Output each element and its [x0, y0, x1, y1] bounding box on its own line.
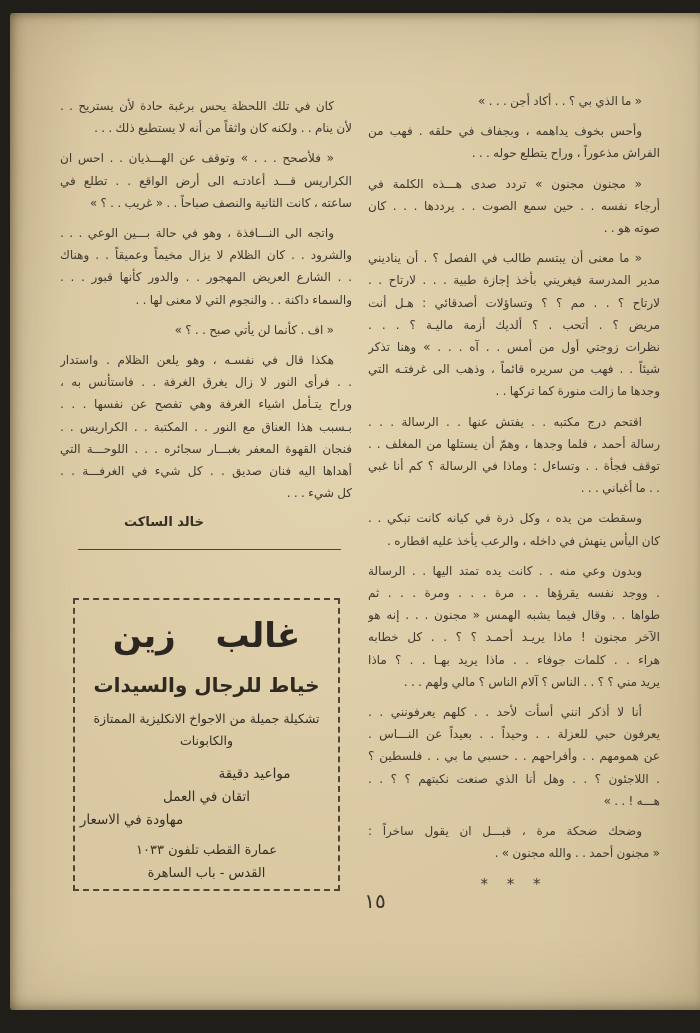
- text-line: يعرفون حبي للعزلة . . وحيداً . . بعيداً عن النـــاس .: [368, 727, 660, 742]
- text-line: هـــه ! . . »: [603, 793, 660, 808]
- text-line: « فلأصحح . . . » وتوقف عن الهـــذيان . . احس ان: [60, 151, 334, 166]
- text-line: يريد مني ؟ ؟ . . الناس ؟ آلام الناس ؟ مالي ولهم . . .: [403, 674, 660, 689]
- text-line: وجدها ما زالت منورة كما تركها . .: [495, 384, 660, 399]
- text-line: . . ما أغباني . . .: [580, 481, 660, 496]
- text-line: اقتحم درج مكتبه . . يفتش عنها . . الرسالة . . .: [368, 414, 642, 429]
- text-line: مدير المدرسة فيغريني بأخذ إجازة طبية . . . لارتاح . .: [368, 273, 660, 288]
- text-line: وضحك ضحكة مرة ، قبـــل ان يقول ساخراً :: [368, 824, 642, 839]
- section-divider-rule: [78, 549, 341, 550]
- text-line: مريض ؟ . أتحب . ؟ ألديك أزمة ماليـة ؟ . . .: [368, 317, 660, 332]
- text-line: لارتاح ؟ . . مم ؟ ؟ وتساؤلات أصدقائي : هـل أنت: [368, 295, 660, 310]
- paragraph: [368, 247, 660, 402]
- text-line: والشرود . . كان الظلام لا يزال مخيماً وعميقاً . . وهناك: [60, 248, 352, 263]
- paragraph: [368, 411, 660, 500]
- ad-feature-workmanship: اتقان في العمل: [162, 788, 251, 805]
- text-line: الفراش مذعوراً ، وراح يتطلع حوله . . .: [471, 146, 660, 161]
- text-line: توقف فجأة . . وتساءل : وماذا في الرسالة ؟ كم أنا غبي: [368, 459, 660, 474]
- text-line: عن همومهم . . وأفراحهم . . حسبي ما بي . . فلسطين ؟: [368, 749, 660, 764]
- text-line: رسالة أحمد ، فلما وجدها ، وهمّ أن يستلها من المغلف . .: [368, 436, 660, 451]
- text-line: « ما الذي بي ؟ . . أكاد أجن . . . »: [478, 94, 642, 108]
- paragraph: [60, 147, 352, 214]
- ad-business-type: خياط للرجال والسيدات: [93, 672, 320, 697]
- text-line: والسماء داكنة . . والنجوم التي لا معنى لها . .: [135, 292, 352, 307]
- paragraph: [368, 560, 660, 693]
- text-line: ساعته ، كانت الثانية والنصف صباحاً . . « غريب . . ؟ »: [89, 195, 352, 210]
- text-line: واتجه الى النـــافذة ، وهو في حالة بـــين الوعي . . .: [60, 226, 334, 241]
- story-column-right: [368, 90, 660, 895]
- ad-description-line-2: والكابونات: [179, 732, 234, 748]
- story-paragraphs-left: [60, 95, 352, 504]
- text-line: وبدون وعي منه . . كانت يده تمتد اليها . . الرسالة: [368, 563, 642, 578]
- text-line: « مجنون مجنون » تردد صدى هـــذه الكلمة في: [368, 176, 642, 191]
- ad-address-city: القدس - باب الساهرة: [147, 865, 266, 881]
- text-line: « ما معنى أن يبتسم طالب في الفصل ؟ . أن يناديني: [368, 251, 642, 266]
- paragraph: [60, 349, 352, 504]
- paragraph: [60, 95, 352, 139]
- text-line: هراء . . كلمات جوفاء . . ماذا يريد بهـا . . ؟ ماذا: [368, 652, 660, 667]
- ad-description-line-1: تشكيلة جميلة من الاجواخ الانكليزية الممتازة: [93, 710, 320, 726]
- text-line: شيئاً . . فهب من سريره قائماً ، وذهب الى غرفتـه التي: [368, 362, 660, 377]
- text-line: الكراريس قـــد أعادتـه الى أرض الواقع . . تطلع في: [60, 173, 352, 188]
- text-line: بـسبب هذا العناق مع النور . . المكتبة . . الكراريس . .: [60, 419, 352, 434]
- text-line: أهداها اليه فنان صديق . . كل شيء في الغرفـــة . .: [60, 464, 352, 479]
- paragraph: [60, 319, 352, 341]
- text-line: وراح يتـأمل اشياء الغرفة وهي تفصح عن نفسها . . .: [60, 397, 352, 412]
- text-line: « مجنون أحمد . . والله مجنون » .: [494, 846, 660, 861]
- paragraph: [368, 820, 660, 864]
- text-line: . ووجد نفسه يقرؤها . . مرة . . . ومرة . . . ثم: [368, 586, 660, 601]
- story-end-mark: * * *: [480, 874, 548, 893]
- paragraph: [60, 222, 352, 311]
- ad-feature-prices: مهاودة في الاسعار: [79, 811, 184, 828]
- text-line: هكذا قال في نفسـه ، وهو يلعن الظلام . واستدار: [60, 353, 334, 368]
- text-line: صوته هو . .: [603, 221, 660, 236]
- story-column-left: [60, 95, 352, 891]
- text-line: أنا لا أذكر انني أسأت لأحد . . كلهم يعرفونني . .: [368, 705, 642, 720]
- text-line: كان في تلك اللحظة يحس برغبة حادة لأن يستريح . .: [60, 99, 334, 113]
- text-line: كل شيء . . .: [286, 486, 352, 501]
- text-line: فنجان القهوة المعفر بغبـــار سجائره . . . اللوحـــة التي: [60, 441, 352, 456]
- advertisement-box: [73, 598, 340, 891]
- text-line: أرجاء نفسه . . حين سمع الصوت . . يرددها . . . كان: [368, 198, 660, 213]
- paragraph: [368, 701, 660, 812]
- text-line: « اف . كأنما لن يأتي صبح . . ؟ »: [174, 322, 334, 337]
- text-line: طواها . . وقال فيما يشبه الهمس « مجنون . . . إنه هو: [368, 608, 660, 623]
- text-line: وسقطت من يده ، وكل ذرة في كيانه كانت تبكي . .: [368, 511, 642, 526]
- text-line: كان اليأس ينهش في داخله ، والرعب يأخذ عليه اقطاره .: [387, 533, 660, 548]
- paragraph: [368, 507, 660, 551]
- page-number: ١٥: [364, 889, 386, 913]
- ad-address-building-phone: عمارة القطب تلفون ١٠٣٣: [136, 842, 277, 858]
- ad-feature-appointments: مواعيد دقيقة: [218, 765, 291, 782]
- text-line: لأن ينام . . ولكنه كان واثقاً من أنه لا يستطيع ذلك . . .: [94, 121, 352, 136]
- text-line: . اللاجئون ؟ . . وهل أنا الذي صنعت نكبتهم ؟ ؟ . .: [368, 771, 660, 786]
- text-line: . . فرأى النور لا زال يغرق الغرفة . . فاستأنس به ،: [60, 375, 352, 390]
- text-line: . . الشارع العريض المهجور . . والدور كأنها قبور . . .: [60, 270, 352, 285]
- text-line: الآخر مجنون ! ماذا يريـد أحمـد ؟ ؟ . . كل خطابه: [368, 630, 660, 645]
- ad-business-name: غالب زين: [112, 615, 301, 656]
- author-signature: خالد الساكت: [124, 515, 204, 531]
- scanned-magazine-page: [10, 13, 700, 1010]
- paragraph: [368, 120, 660, 164]
- paragraph: [368, 173, 660, 240]
- story-paragraphs-right: [368, 90, 660, 865]
- text-line: نظرات زوجتي أول من أمس . . آه . . . » وهنا تذكر: [368, 340, 660, 355]
- text-line: وأحس بخوف يداهمه ، وبجفاف في حلقه . فهب من: [368, 124, 642, 139]
- paragraph: [368, 90, 660, 112]
